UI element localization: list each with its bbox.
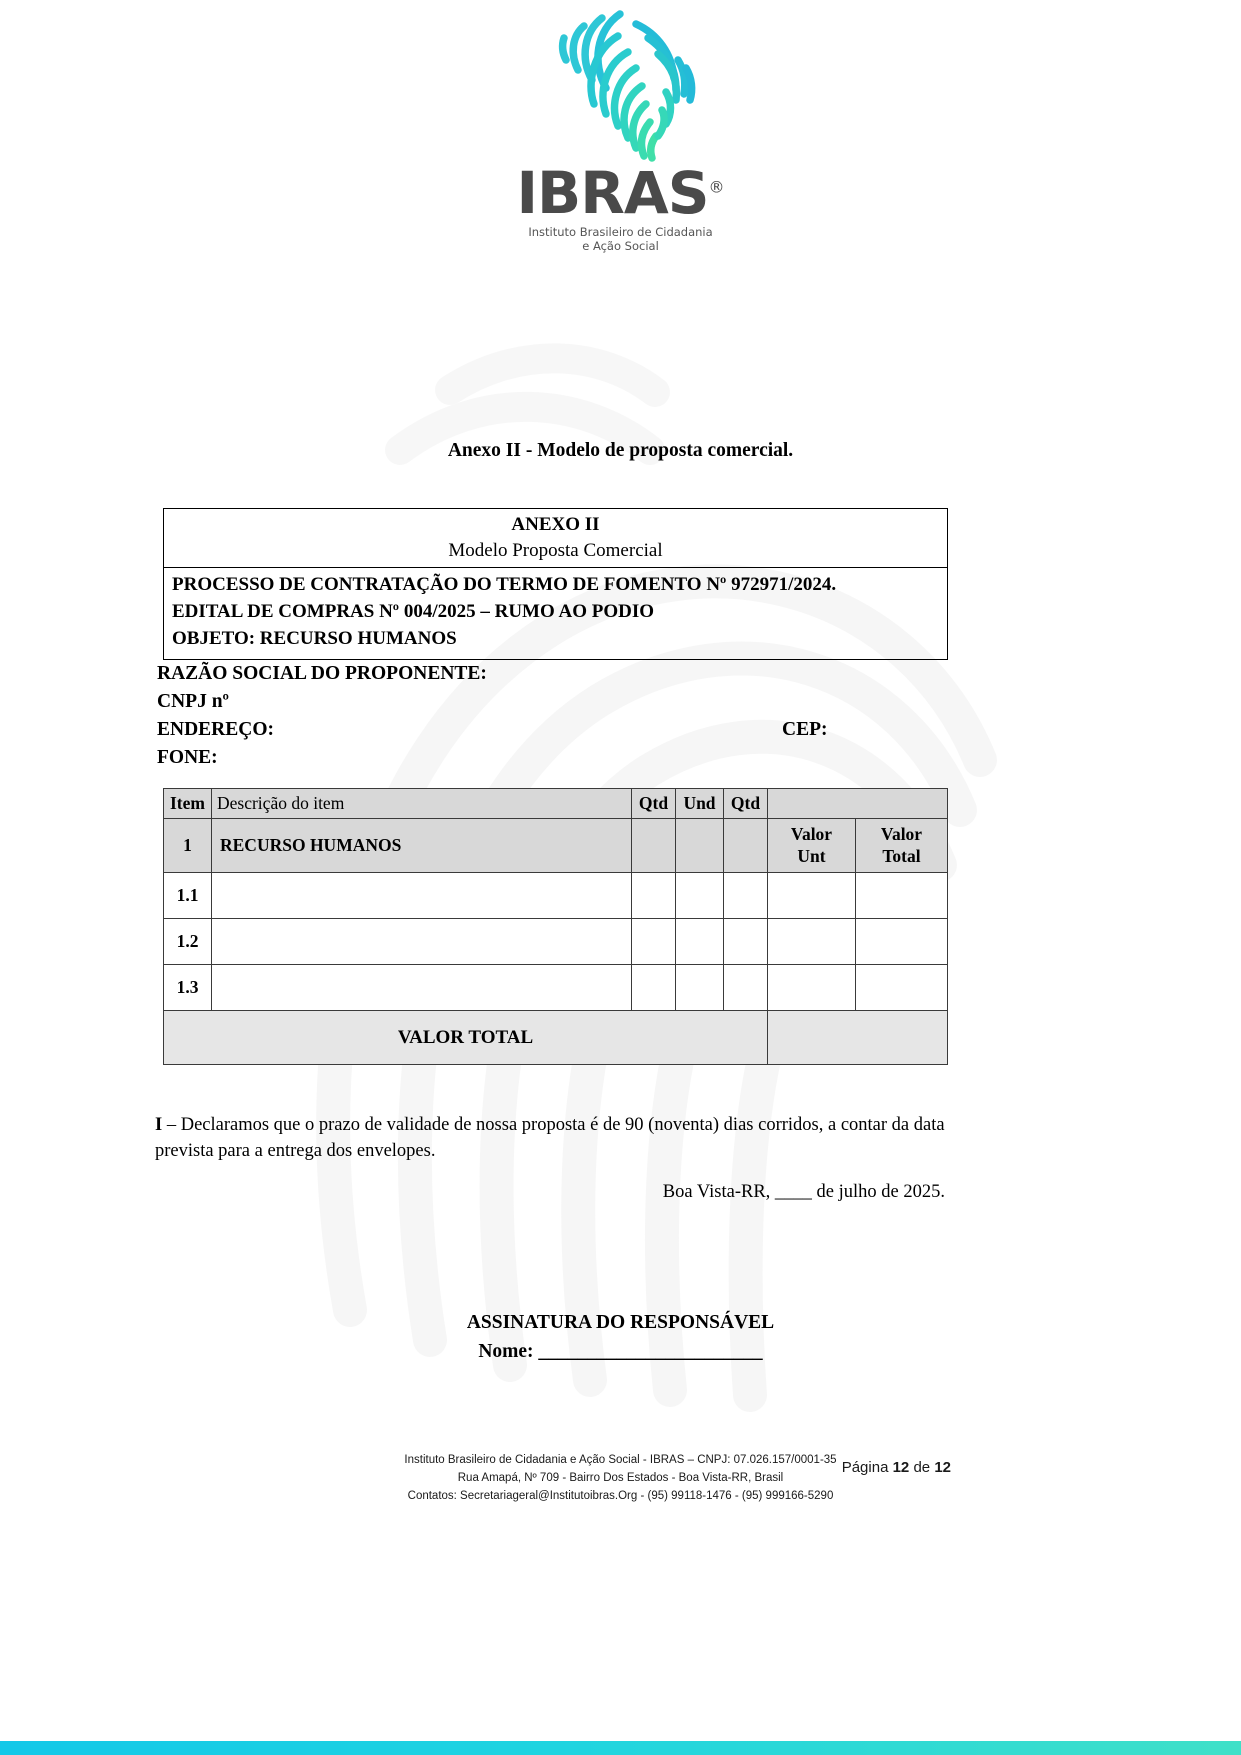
header-details-cell xyxy=(164,568,948,660)
col-header-qtd: Qtd xyxy=(632,789,676,819)
valor-unt-line1: Valor xyxy=(790,824,833,845)
field-cnpj xyxy=(157,688,957,716)
footer-line-2: Rua Amapá, Nº 709 - Bairro Dos Estados - Boa Vista-RR, Brasil xyxy=(457,1471,784,1484)
row-item-valor-unt[interactable] xyxy=(768,873,856,919)
footer-text-block xyxy=(0,1452,1241,1505)
header-details-row xyxy=(164,568,948,660)
proposal-items-table xyxy=(163,788,948,1065)
row-item-qtd[interactable] xyxy=(632,965,676,1011)
field-endereco-label: ENDEREÇO: xyxy=(157,718,275,740)
ibras-logo xyxy=(0,8,1241,254)
total-label: VALOR TOTAL xyxy=(164,1011,768,1065)
field-fone-label: FONE: xyxy=(157,746,218,768)
row-item-valor-total[interactable] xyxy=(856,919,948,965)
row-item-und[interactable] xyxy=(676,919,724,965)
field-fone xyxy=(157,744,957,772)
row-item-number: 1.3 xyxy=(164,965,212,1011)
col-header-qtd2: Qtd xyxy=(724,789,768,819)
page-number-total: 12 xyxy=(934,1459,951,1476)
header-anexo-row xyxy=(164,509,948,539)
table-row xyxy=(164,819,948,873)
row-item-qtd2[interactable] xyxy=(724,965,768,1011)
signature-block xyxy=(0,1308,1241,1367)
declaration-text: – Declaramos que o prazo de validade de nossa proposta é de 90 (noventa) dias corridos, a contar da data prevista para a entrega dos envelopes. xyxy=(155,1115,945,1162)
table-row xyxy=(164,965,948,1011)
header-modelo-cell: Modelo Proposta Comercial xyxy=(164,538,948,568)
row-item-und[interactable] xyxy=(676,873,724,919)
total-value-cell[interactable] xyxy=(768,1011,948,1065)
row-item-qtd2[interactable] xyxy=(724,919,768,965)
field-razao-social xyxy=(157,660,957,688)
valor-total-line2: Total xyxy=(882,845,921,866)
logo-wordmark: IBRAS® xyxy=(516,159,725,227)
row-item-qtd[interactable] xyxy=(632,919,676,965)
page-number-sep: de xyxy=(913,1459,931,1476)
logo-tagline-line2: e Ação Social xyxy=(582,239,659,254)
table-total-row xyxy=(164,1011,948,1065)
row-item-valor-total[interactable] xyxy=(856,965,948,1011)
row-item-number: 1.1 xyxy=(164,873,212,919)
header-edital-line: EDITAL DE COMPRAS Nº 004/2025 – RUMO AO PODIO xyxy=(172,600,654,622)
page-number xyxy=(842,1456,951,1479)
signature-name-row xyxy=(0,1337,1241,1366)
row-item-descricao: RECURSO HUMANOS xyxy=(212,819,632,873)
col-header-und: Und xyxy=(676,789,724,819)
row-item-und[interactable] xyxy=(676,819,724,873)
declaration-number: I xyxy=(155,1115,163,1135)
signature-heading: ASSINATURA DO RESPONSÁVEL xyxy=(466,1312,775,1333)
col-header-valores xyxy=(768,789,948,819)
field-razao-social-label: RAZÃO SOCIAL DO PROPONENTE: xyxy=(157,663,487,684)
row-item-und[interactable] xyxy=(676,965,724,1011)
place-and-date: Boa Vista-RR, ____ de julho de 2025. xyxy=(662,1182,945,1202)
proponent-fields xyxy=(157,660,957,772)
row-item-number: 1.2 xyxy=(164,919,212,965)
signature-name-line[interactable]: _______________________ xyxy=(538,1341,763,1363)
header-modelo-row xyxy=(164,538,948,568)
registered-icon: ® xyxy=(708,177,725,197)
col-header-item: Item xyxy=(164,789,212,819)
table-header-row xyxy=(164,789,948,819)
header-process-line: PROCESSO DE CONTRATAÇÃO DO TERMO DE FOMENTO Nº 972971/2024. xyxy=(172,574,837,595)
field-cnpj-label: CNPJ nº xyxy=(157,690,229,712)
bottom-accent-bar xyxy=(0,1741,1241,1755)
row-item-descricao[interactable] xyxy=(212,919,632,965)
col-header-valor-total xyxy=(856,819,948,873)
row-item-qtd[interactable] xyxy=(632,819,676,873)
row-item-descricao[interactable] xyxy=(212,873,632,919)
row-item-qtd[interactable] xyxy=(632,873,676,919)
valor-unt-line2: Unt xyxy=(797,845,826,866)
table-row xyxy=(164,919,948,965)
row-item-number: 1 xyxy=(164,819,212,873)
signature-name-label: Nome: xyxy=(478,1341,534,1363)
page-number-current: 12 xyxy=(892,1459,910,1476)
declaration-paragraph xyxy=(155,1112,950,1165)
page-number-prefix: Página xyxy=(841,1459,889,1476)
col-header-valor-unt xyxy=(768,819,856,873)
header-anexo-cell: ANEXO II xyxy=(164,509,948,539)
field-cep-label: CEP: xyxy=(782,718,828,740)
row-item-descricao[interactable] xyxy=(212,965,632,1011)
logo-tagline-line1: Instituto Brasileiro de Cidadania xyxy=(528,225,713,239)
valor-total-line1: Valor xyxy=(880,824,923,845)
row-item-valor-unt[interactable] xyxy=(768,919,856,965)
page-title: Anexo II - Modelo de proposta comercial. xyxy=(447,440,794,461)
footer-line-1: Instituto Brasileiro de Cidadania e Ação Social - IBRAS – CNPJ: 07.026.157/0001-35 xyxy=(404,1454,837,1466)
row-item-qtd2[interactable] xyxy=(724,819,768,873)
field-endereco xyxy=(157,716,957,744)
logo-tagline xyxy=(0,225,1241,254)
row-item-qtd2[interactable] xyxy=(724,873,768,919)
row-item-valor-total[interactable] xyxy=(856,873,948,919)
footer-line-3: Contatos: Secretariageral@Institutoibras.Org - (95) 99118-1476 - (95) 999166-5290 xyxy=(407,1489,834,1502)
row-item-valor-unt[interactable] xyxy=(768,965,856,1011)
col-header-descricao: Descrição do item xyxy=(212,789,632,819)
fingerprint-brazil-icon xyxy=(536,8,706,168)
header-info-table xyxy=(163,508,948,660)
page-footer xyxy=(0,1452,1241,1505)
table-row xyxy=(164,873,948,919)
header-objeto-line: OBJETO: RECURSO HUMANOS xyxy=(172,627,457,649)
